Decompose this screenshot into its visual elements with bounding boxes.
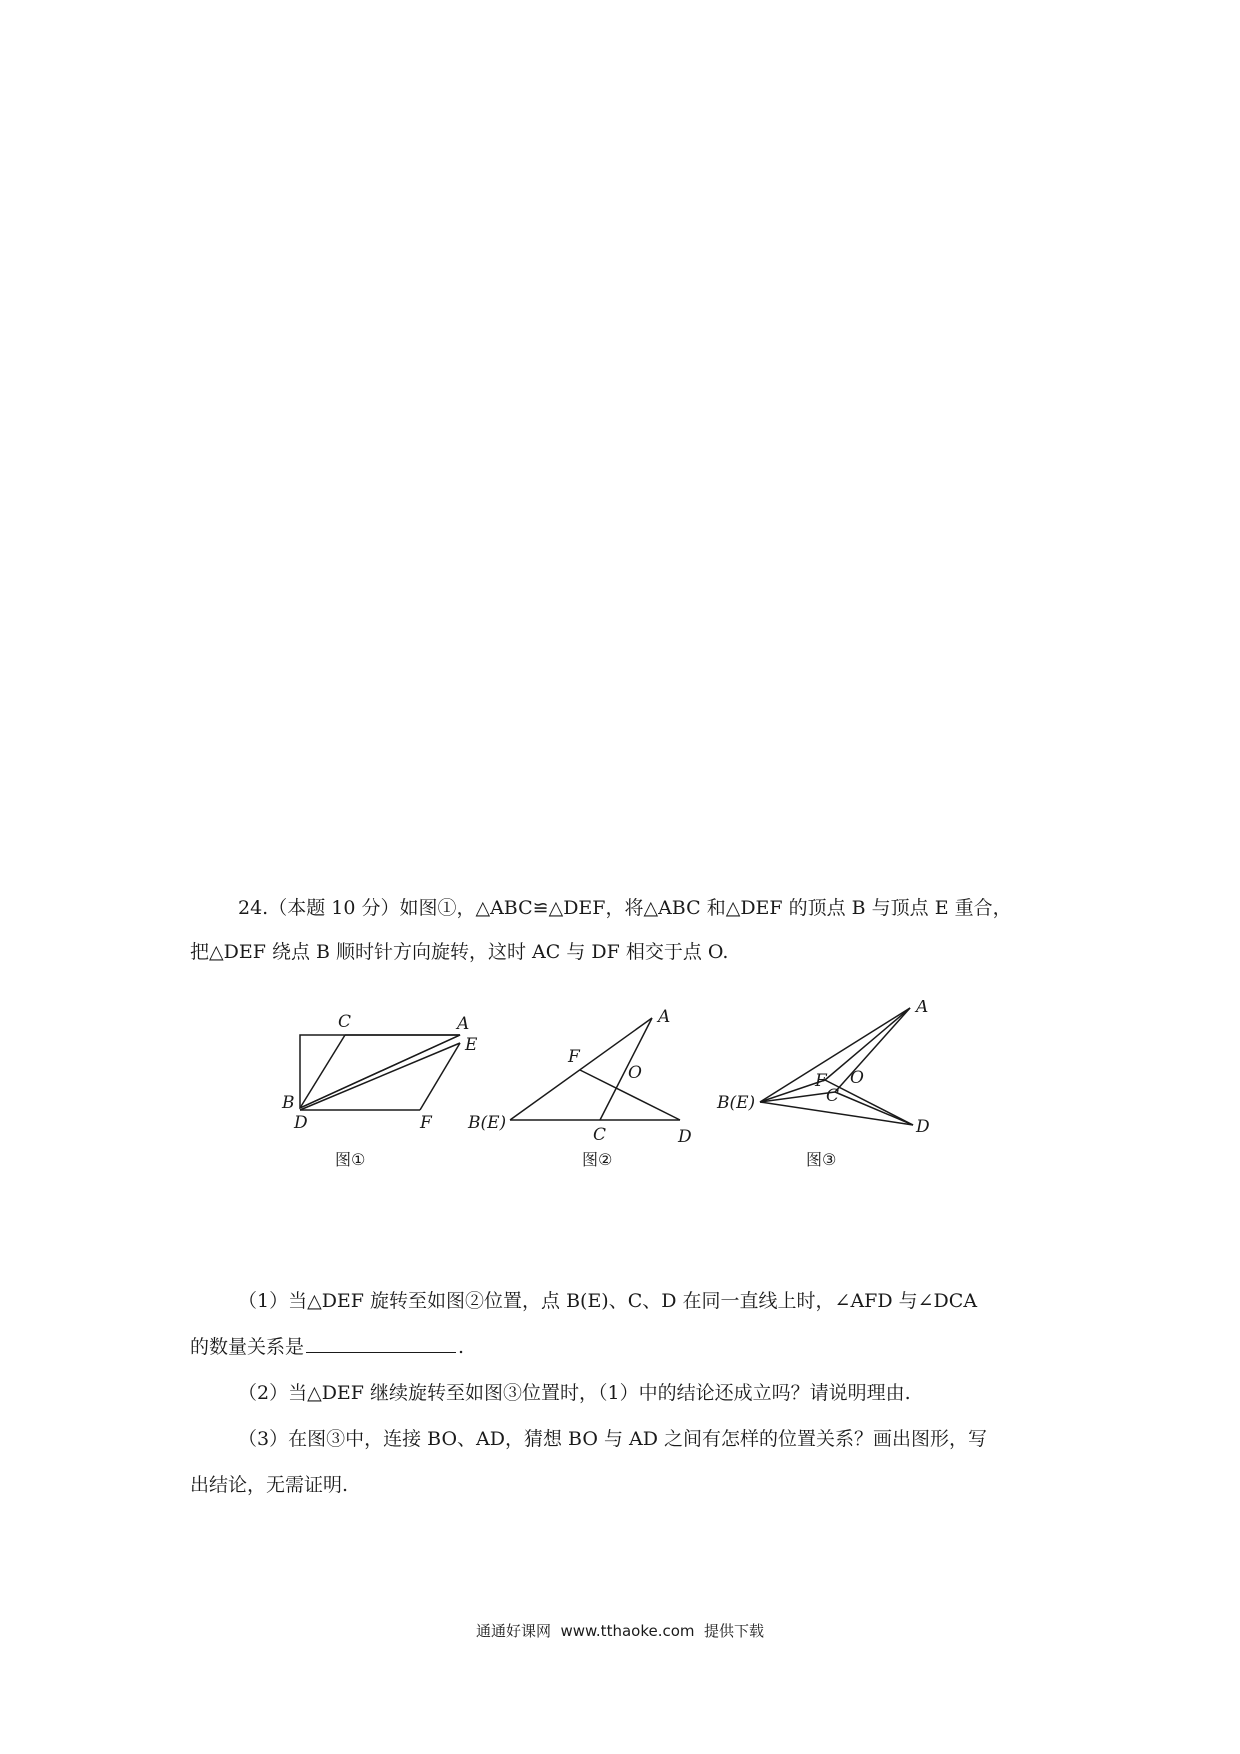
fig2-label-o: O (628, 1063, 642, 1083)
fig2-caption: 图② (582, 1150, 613, 1169)
fig3-edge-fa (825, 1008, 910, 1080)
fig3-edge-bc (760, 1092, 835, 1102)
fig1-edge-ba (300, 1035, 460, 1108)
fig1-label-a: A (457, 1014, 470, 1034)
fig3-label-o: O (850, 1068, 864, 1088)
fig3-label-be: B(E) (717, 1093, 756, 1113)
footer-source: 通通好课网 www.tthaoke.com 提供下载 (475, 1622, 765, 1640)
figure-1 (281, 1012, 478, 1169)
question-2: （2）当△DEF 继续旋转至如图③位置时，（1）中的结论还成立吗？请说明理由. (238, 1382, 911, 1404)
question-1-line-1: （1）当△DEF 旋转至如图②位置，点 B(E)、C、D 在同一直线上时，∠AFD 与∠DCA (238, 1290, 978, 1312)
geometry-figures (270, 1000, 970, 1180)
fig2-label-c: C (593, 1125, 607, 1145)
fig3-label-d: D (916, 1117, 930, 1137)
question-1-prefix: 的数量关系是 (190, 1336, 305, 1358)
fig1-label-d: D (294, 1113, 308, 1133)
figure-2 (467, 1007, 692, 1169)
fig1-label-e: E (465, 1035, 478, 1055)
question-3-line-2: 出结论，无需证明. (190, 1474, 349, 1496)
figure-3 (716, 1000, 930, 1169)
figures-row (270, 1000, 970, 1180)
fig1-label-f: F (420, 1113, 432, 1133)
fig3-label-a: A (916, 1000, 929, 1017)
fig2-label-d: D (678, 1127, 692, 1147)
fig3-label-c: C (826, 1086, 840, 1106)
fig2-label-a: A (658, 1007, 671, 1027)
fig3-edge-ac (835, 1008, 910, 1092)
fig1-caption: 图① (335, 1150, 366, 1169)
fig3-caption: 图③ (806, 1150, 837, 1169)
problem-line-1: 24.（本题 10 分）如图①，△ABC≌△DEF，将△ABC 和△DEF 的顶点 B 与顶点 E 重合， (238, 897, 1012, 919)
question-1-suffix: . (458, 1336, 465, 1358)
question-3-line-1: （3）在图③中，连接 BO、AD，猜想 BO 与 AD 之间有怎样的位置关系？画出图形，写 (238, 1428, 987, 1450)
fig1-label-c: C (338, 1012, 352, 1032)
question-1-line-2 (190, 1324, 1070, 1370)
fig2-label-f: F (568, 1047, 580, 1067)
problem-line-2: 把△DEF 绕点 B 顺时针方向旋转，这时 AC 与 DF 相交于点 O. (190, 941, 729, 963)
fig1-edge-ef (420, 1043, 460, 1110)
fig1-edge-de (300, 1043, 460, 1110)
fig1-label-b: B (282, 1093, 295, 1113)
problem-statement (190, 886, 1070, 974)
fig2-edge-ac (600, 1018, 652, 1120)
fig3-edge-cd (835, 1092, 913, 1125)
answer-blank (306, 1332, 456, 1353)
fig3-label-f: F (815, 1071, 827, 1091)
fig2-label-be: B(E) (468, 1113, 507, 1133)
questions-block (190, 1278, 1070, 1508)
